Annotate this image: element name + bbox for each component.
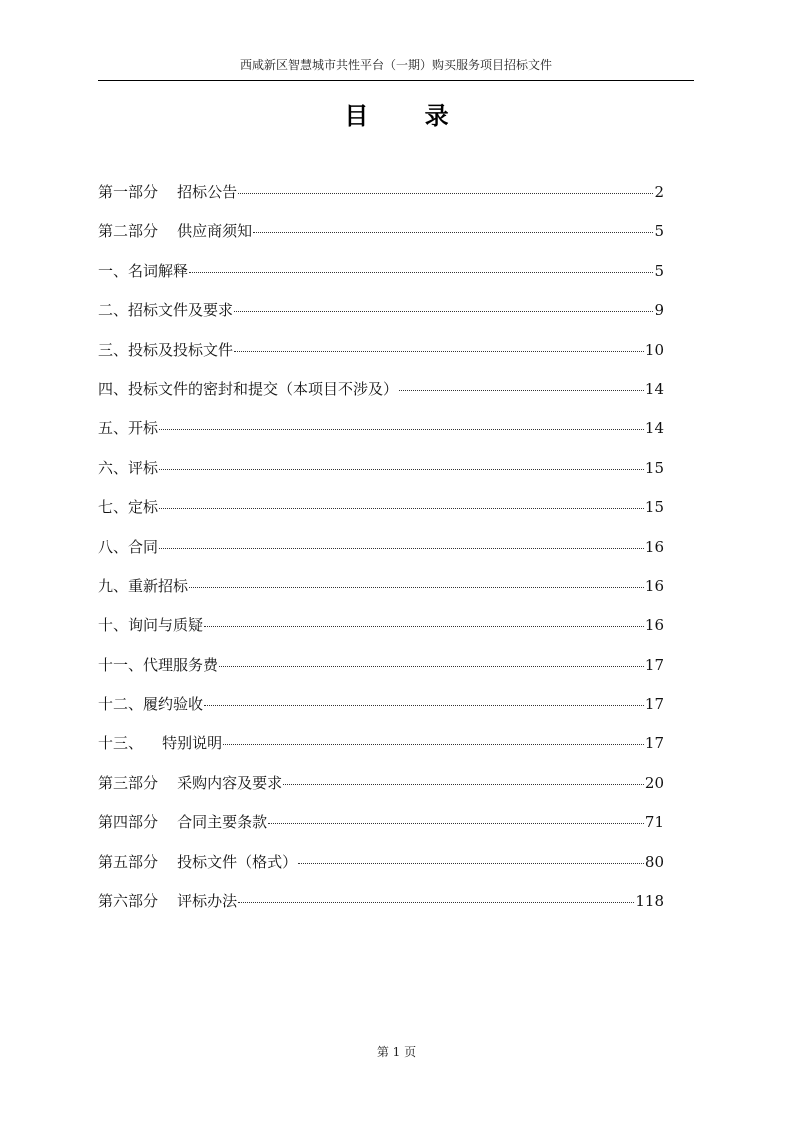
toc-entry-label: 六、评标 [98,458,159,477]
dot-leader [204,626,644,627]
toc-entry-label: 第一部分 招标公告 [98,183,238,201]
toc-entry-page-number: 9 [654,301,664,320]
toc-entry-label: 第二部分 供应商须知 [98,222,253,241]
dot-leader [268,823,644,824]
toc-entry-page-number: 118 [635,892,664,911]
toc-entry[interactable] [98,220,664,259]
toc-entry[interactable] [98,654,664,693]
toc-entry-page-number: 15 [644,458,664,477]
toc-entry-page-number: 10 [644,340,664,359]
toc-entry[interactable] [98,181,664,220]
toc-entry-label: 第六部分 评标办法 [98,892,238,911]
toc-entry[interactable] [98,811,664,850]
toc-entry[interactable] [98,299,664,338]
toc-entry[interactable] [98,496,664,535]
page-title: 目 录 [344,101,473,130]
toc-entry-page-number: 16 [644,616,664,635]
toc-entry-page-number: 5 [654,261,664,280]
toc-entry-page-number: 71 [644,813,664,832]
toc-entry-label: 第三部分 采购内容及要求 [98,773,283,792]
toc-entry-label: 十三、 特别说明 [98,734,223,753]
toc-entry-label: 第四部分 合同主要条款 [98,813,268,832]
header-divider [98,80,694,81]
toc-entry-label: 第五部分 投标文件（格式） [98,852,298,871]
toc-entry[interactable] [98,339,664,378]
toc-entry-label: 十一、代理服务费 [98,655,219,674]
toc-entry[interactable] [98,378,664,417]
dot-leader [283,784,644,785]
dot-leader [234,311,653,312]
toc-entry-page-number: 14 [644,419,664,438]
toc-entry[interactable] [98,890,664,929]
dot-leader [159,429,644,430]
toc-entry-page-number: 17 [644,695,664,714]
toc-entry[interactable] [98,260,664,299]
toc-entry-page-number: 17 [644,734,664,753]
toc-entry-label: 十二、履约验收 [98,695,204,714]
toc-entry-page-number: 2 [654,183,664,201]
toc-entry-page-number: 80 [644,852,664,871]
toc-entry[interactable] [98,614,664,653]
toc-entry-page-number: 14 [644,379,664,398]
toc-entry-label: 五、开标 [98,419,159,438]
table-of-contents [98,181,664,929]
dot-leader [234,351,644,352]
toc-entry-label: 三、投标及投标文件 [98,340,234,359]
dot-leader [159,548,644,549]
toc-entry[interactable] [98,575,664,614]
running-header: 西咸新区智慧城市共性平台（一期）购买服务项目招标文件 [239,58,552,72]
toc-entry-page-number: 20 [644,773,664,792]
toc-entry[interactable] [98,417,664,456]
dot-leader [219,666,644,667]
page-number: 第 1 页 [376,1045,417,1059]
toc-entry[interactable] [98,732,664,771]
dot-leader [223,744,644,745]
toc-entry-label: 一、名词解释 [98,261,189,280]
dot-leader [238,193,653,194]
dot-leader [399,390,644,391]
toc-entry[interactable] [98,851,664,890]
toc-entry[interactable] [98,693,664,732]
toc-entry-label: 九、重新招标 [98,576,189,595]
toc-entry-page-number: 15 [644,498,664,517]
toc-entry-page-number: 5 [654,222,664,241]
dot-leader [253,232,653,233]
toc-entry-page-number: 16 [644,576,664,595]
dot-leader [298,863,644,864]
dot-leader [238,902,634,903]
dot-leader [204,705,644,706]
toc-entry-label: 八、合同 [98,537,159,556]
toc-entry[interactable] [98,536,664,575]
dot-leader [159,508,644,509]
toc-entry-page-number: 17 [644,655,664,674]
toc-entry-label: 十、询问与质疑 [98,616,204,635]
toc-entry[interactable] [98,457,664,496]
toc-entry[interactable] [98,772,664,811]
dot-leader [189,587,644,588]
toc-entry-label: 七、定标 [98,498,159,517]
toc-entry-label: 二、招标文件及要求 [98,301,234,320]
toc-entry-label: 四、投标文件的密封和提交（本项目不涉及） [98,379,399,398]
toc-entry-page-number: 16 [644,537,664,556]
dot-leader [159,469,644,470]
dot-leader [189,272,653,273]
